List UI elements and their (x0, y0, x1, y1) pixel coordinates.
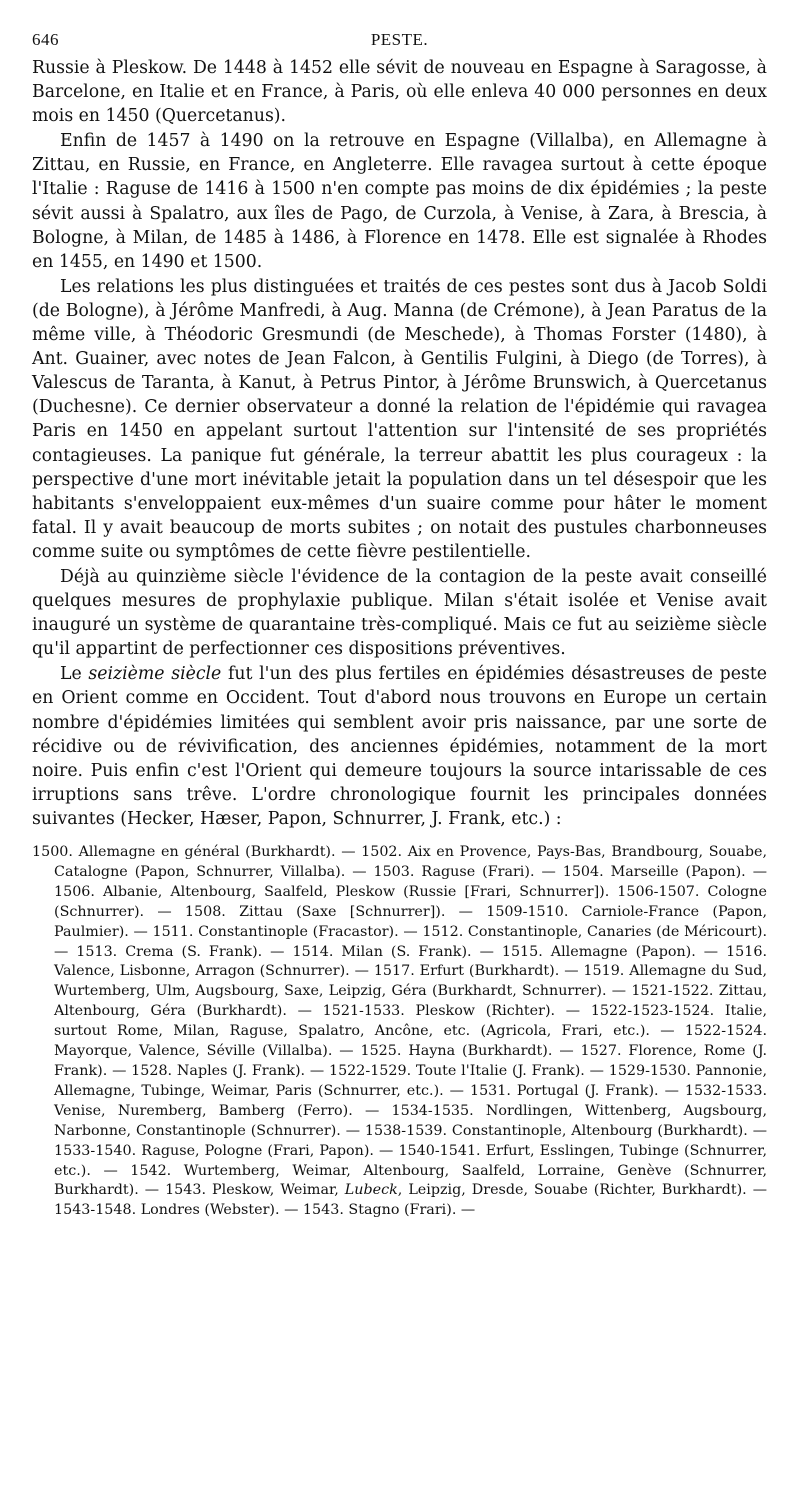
body-text (32, 56, 767, 831)
page-number: 646 (32, 30, 59, 49)
paragraph-seizieme-italic: seizième siècle (88, 664, 222, 685)
paragraph-seizieme-before: Le (60, 664, 89, 685)
book-page (32, 30, 767, 1221)
paragraph-relations: Les relations les plus distinguées et traités de ces pestes sont dus à Jacob Soldi (de Bologne), à Jérôme Manfredi, à Aug. Manna (de Crémone), à Jean Paratus de la même ville, à Théodoric Gresmundi (de Meschede), à Thomas Forster (1480), à Ant. Guainer, avec notes de Jean Falcon, à Gentilis Fulgini, à Diego (de Torres), à Valescus de Taranta, à Kanut, à Petrus Pintor, à Jérôme Brunswich, à Quercetanus (Duchesne). Ce dernier observateur a donné la relation de l'épidémie qui ravagea Paris en 1450 en appelant surtout l'attention sur l'intensité de ses propriétés contagieuses. La panique fut générale, la terreur abattit les plus courageux : la perspective d'une mort inévitable jetait la population dans un tel désespoir que les habitants s'enveloppaient eux-mêmes d'un suaire comme pour hâter le moment fatal. Il y avait beaucoup de morts subites ; on notait des pustules charbonneuses comme suite ou symptômes de cette fièvre pestilentielle. (32, 276, 767, 562)
running-title: PESTE. (370, 30, 429, 49)
paragraph-seizieme-after: fut l'un des plus fertiles en épidémies désastreuses de peste en Orient comme en Occident. Tout d'abord nous trouvons en Europe un certain nombre d'épidémies limitées qui semblent avoir pris naissance, par une sorte de récidive ou de révivification, des anciennes épidémies, notamment de la mort noire. Puis enfin c'est l'Orient qui demeure toujours la source intarissable de ces irruptions sans trêve. L'ordre chronologique fournit les principales données suivantes (Hecker, Hæser, Papon, Schnurrer, J. Frank, etc.) : (32, 664, 767, 829)
chronology-before: 1500. Allemagne en général (Burkhardt). — 1502. Aix en Provence, Pays-Bas, Brandbourg, Souabe, Catalogne (Papon, Schnurrer, Villalba). — 1503. Raguse (Frari). — 1504. Marseille (Papon). — 1506. Albanie, Altenbourg, Saalfeld, Pleskow (Russie [Frari, Schnurrer]). 1506-1507. Cologne (Schnurrer). — 1508. Zittau (Saxe [Schnurrer]). — 1509-1510. Carniole-France (Papon, Paulmier). — 1511. Constantinople (Fracastor). — 1512. Constantinople, Canaries (de Méricourt). — 1513. Crema (S. Frank). — 1514. Milan (S. Frank). — 1515. Allemagne (Papon). — 1516. Valence, Lisbonne, Arragon (Schnurrer). — 1517. Erfurt (Burkhardt). — 1519. Allemagne du Sud, Wurtemberg, Ulm, Augsbourg, Saxe, Leipzig, Géra (Burkhardt, Schnurrer). — 1521-1522. Zittau, Altenbourg, Géra (Burkhardt). — 1521-1533. Pleskow (Richter). — 1522-1523-1524. Italie, surtout Rome, Milan, Raguse, Spalatro, Ancône, etc. (Agricola, Frari, etc.). — 1522-1524. Mayorque, Valence, Séville (Villalba). — 1525. Hayna (Burkhardt). — 1527. Florence, Rome (J. Frank). — 1528. Naples (J. Frank). — 1522-1529. Toute l'Italie (J. Frank). — 1529-1530. Pannonie, Allemagne, Tubinge, Weimar, Paris (Schnurrer, etc.). — 1531. Portugal (J. Frank). — 1532-1533. Venise, Nuremberg, Bamberg (Ferro). — 1534-1535. Nordlingen, Wittenberg, Augsbourg, Narbonne, Constantinople (Schnurrer). — 1538-1539. Constantinople, Altenbourg (Burkhardt). — 1533-1540. Raguse, Pologne (Frari, Papon). — 1540-1541. Erfurt, Esslingen, Tubinge (Schnurrer, etc.). — 1542. Wurtemberg, Weimar, Altenbourg, Saalfeld, Lorraine, Genève (Schnurrer, Burkhardt). — 1543. Pleskow, Weimar, (32, 844, 767, 1199)
paragraph-1457-1490: Enfin de 1457 à 1490 on la retrouve en Espagne (Villalba), en Allemagne à Zittau, en Russie, en France, en Angleterre. Elle ravagea surtout à cette époque l'Italie : Raguse de 1416 à 1500 n'en compte pas moins de dix épidémies ; la peste sévit aussi à Spalatro, aux îles de Pago, de Curzola, à Venise, à Zara, à Brescia, à Bologne, à Milan, de 1485 à 1486, à Florence en 1478. Elle est signalée à Rhodes en 1455, en 1490 et 1500. (32, 131, 767, 272)
chronology-italic-lubeck: Lubeck (344, 1182, 398, 1199)
paragraph-continuation: Russie à Pleskow. De 1448 à 1452 elle sévit de nouveau en Espagne à Saragosse, à Barcelone, en Italie et en France, à Paris, où elle enleva 40 000 personnes en deux mois en 1450 (Quercetanus). (32, 58, 767, 127)
chronology-entries (32, 843, 767, 1221)
running-head (32, 30, 767, 56)
paragraph-prophylaxie: Déjà au quinzième siècle l'évidence de la contagion de la peste avait conseillé quelques mesures de prophylaxie publique. Milan s'était isolée et Venise avait inauguré un système de quarantaine très-compliqué. Mais ce fut au seizième siècle qu'il appartint de perfectionner ces dispositions préventives. (32, 566, 767, 660)
paragraph-seizieme-siecle (32, 662, 767, 831)
chronology-after: , Leipzig, Dresde, Souabe (Richter, Burkhardt). — 1543-1548. Londres (Webster). — 1543. Stagno (Frari). — (54, 1182, 767, 1219)
chronology-list (32, 843, 767, 1221)
